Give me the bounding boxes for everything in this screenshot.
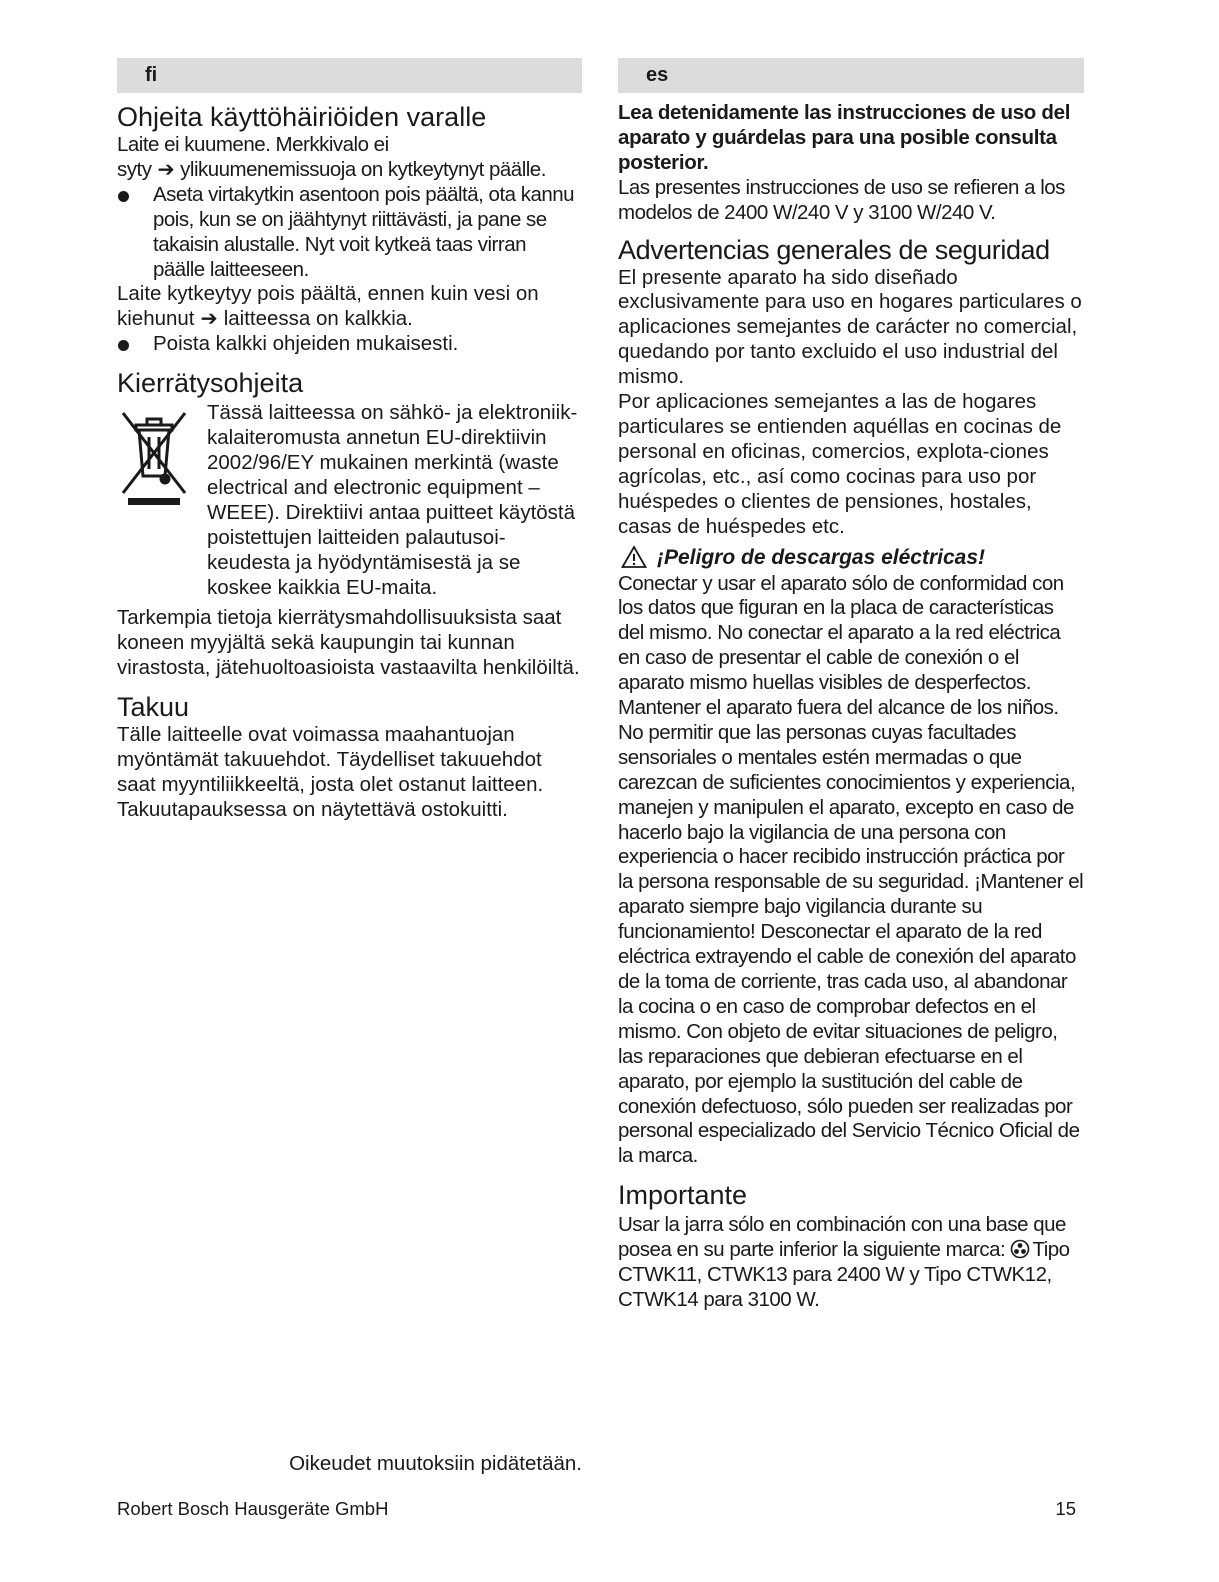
troubleshooting-line-2 <box>117 282 582 332</box>
list-item <box>117 332 582 357</box>
safety-para-2: Por aplicaciones semejantes a las de hogares particulares se entienden aquéllas en cocinas de personal en oficinas, comercios, explota-ciones agrícolas, etc., así como cocinas para uso por huéspedes o clientes de pensiones, hostales, casas de huéspedes etc. <box>618 390 1062 538</box>
electric-shock-warning <box>618 544 1084 572</box>
safety-heading: Advertencias generales de seguridad <box>618 234 1050 265</box>
weee-bin-icon <box>119 407 189 507</box>
warranty-text: Tälle laitteelle ovat voimassa maahantuojan myöntämät takuuehdot. Täydelliset takuuehdot saat myyntiliikkeeltä, josta olet ostanut laitteen. Takuutapauksessa on näytettävä ostokuitti. <box>117 723 544 821</box>
troubleshooting-line-2a: Laite kytkeytyy pois päältä, ennen kuin vesi on kiehunut <box>117 282 539 331</box>
safety-text: Conectar y usar el aparato sólo de conformidad con los datos que figuran en la placa de características del mismo. No conectar el aparato a la red eléctrica en caso de presentar el cable de conexión o el aparato mismo huellas visibles de desperfectos. Mantener el aparato fuera del alcance de los niños. No permitir que las personas cuyas facultades sensoriales o mentales estén mermadas o que carezcan de suficientes conocimientos y experiencia, manejen y manipulen el aparato, excepto en caso de hacerlo bajo la vigilancia de una persona con experiencia o hacer recibido instrucción práctica por la persona responsable de su seguridad. ¡Mantener el aparato siempre bajo vigilancia durante su funcionamiento! Desconectar el aparato de la red eléctrica extrayendo el cable de conexión del aparato de la toma de corriente, tras cada uso, al abandonar la cocina o en caso de comprobar defectos en el mismo. Con objeto de evitar situaciones de peligro, las reparaciones que debieran efectuarse en el aparato, por ejemplo la sustitución del cable de conexión defectuoso, sólo pueden ser realizadas por personal especializado del Servicio Técnico Oficial de la marca. <box>618 571 1084 1168</box>
arrow-right-icon: ➔ <box>157 157 175 181</box>
language-bar-es: es <box>618 58 1084 93</box>
troubleshooting-bullet-2: Poista kalkki ohjeiden mukaisesti. <box>153 332 459 356</box>
warranty-heading: Takuu <box>117 692 190 723</box>
arrow-right-icon: ➔ <box>200 307 218 331</box>
troubleshooting-bullet-1: Aseta virtakytkin asentoon pois päältä, ota kannu pois, kun se on jäähtynyt riittävästi, ja pane se takaisin alustalle. Nyt voit kytkeä taas virran päälle laitteeseen. <box>153 182 575 281</box>
troubleshooting-heading: Ohjeita käyttöhäiriöiden varalle <box>117 102 487 132</box>
language-bar-fi: fi <box>117 58 582 93</box>
page-number: 15 <box>1055 1498 1076 1519</box>
troubleshooting-line-1 <box>117 133 582 183</box>
column-es <box>618 58 1084 1313</box>
important-text-b: Tipo CTWK11, CTWK13 para 2400 W y Tipo CTWK12, CTWK14 para 3100 W. <box>618 1238 1070 1311</box>
safety-para-1: El presente aparato ha sido diseñado exclusivamente para uso en hogares particulares o aplicaciones semejantes de carácter no comercial, quedando por tanto excluido el uso industrial del mismo. <box>618 265 1082 389</box>
weee-block <box>117 401 582 600</box>
weee-text: Tässä laitteessa on sähkö- ja elektroniik-kalaiteromusta annetun EU-direktiivin 2002/96/EY mukainen merkintä (waste electrical and electronic equipment – WEEE). Direktiivi antaa puitteet käytöstä poistettujen laitteiden palautusoi-keudesta ja hyödyntämisestä ja se koskee kaikkia EU-maita. <box>207 401 578 599</box>
bullet-icon <box>118 191 129 202</box>
list-item <box>117 183 582 283</box>
bullet-icon <box>118 340 129 351</box>
important-text-a: Usar la jarra sólo en combinación con una base que posea en su parte inferior la siguiente marca: <box>618 1213 1066 1262</box>
footer-company: Robert Bosch Hausgeräte GmbH <box>117 1498 389 1519</box>
warning-text: ¡Peligro de descargas eléctricas! <box>657 545 985 569</box>
important-heading: Importante <box>618 1180 748 1211</box>
intro-models: Las presentes instrucciones de uso se refieren a los modelos de 2400 W/240 V y 3100 W/240 V. <box>618 175 1065 224</box>
recycling-heading: Kierrätysohjeita <box>117 368 304 399</box>
intro-bold: Lea detenidamente las instrucciones de uso del aparato y guárdelas para una posible consulta posterior. <box>618 101 1071 174</box>
troubleshooting-line-1a: Laite ei kuumene. Merkkivalo ei syty <box>117 133 389 181</box>
troubleshooting-line-1b: ylikuumenemissuoja on kytkeytynyt päälle. <box>180 157 546 181</box>
rights-reserved: Oikeudet muutoksiin pidätetään. <box>289 1452 582 1475</box>
column-fi <box>117 58 582 823</box>
recycling-more-info: Tarkempia tietoja kierrätysmahdollisuuksista saat koneen myyjältä sekä kaupungin tai kunnan virastosta, jätehuoltoasioista vastaavilta henkilöiltä. <box>117 606 580 680</box>
warning-icon <box>621 545 647 569</box>
important-text <box>618 1213 1084 1313</box>
base-mark-icon <box>1010 1239 1030 1259</box>
troubleshooting-line-2b: laitteessa on kalkkia. <box>223 307 413 331</box>
